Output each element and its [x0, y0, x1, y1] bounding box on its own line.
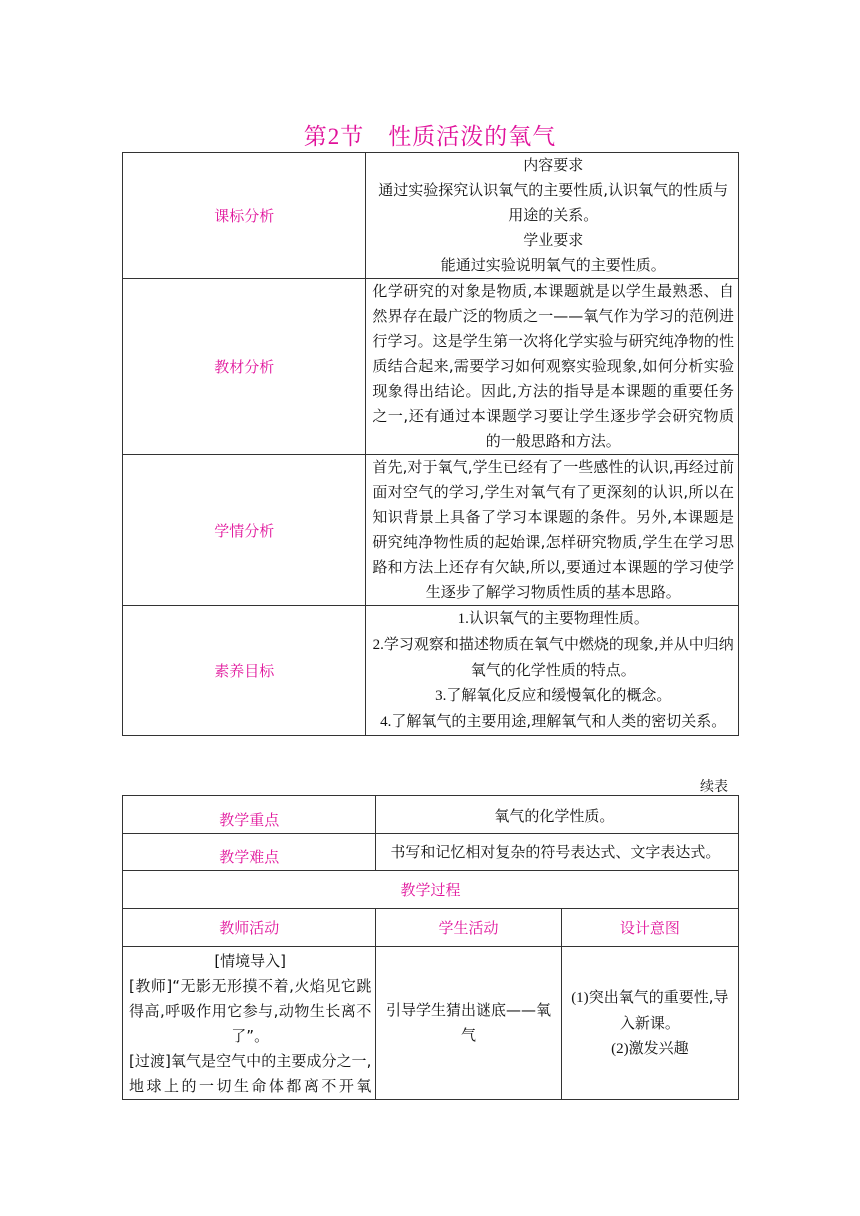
intent-item: (1)突出氧气的重要性,导入新课。 [571, 987, 729, 1032]
intent-item: (2)激发兴趣 [611, 1038, 689, 1057]
difficulty-value: 书写和记忆相对复杂的符号表达式、文字表达式。 [376, 834, 739, 871]
table-row [123, 834, 739, 871]
table-row [123, 947, 739, 1100]
analysis-table [122, 152, 739, 736]
goal-item: 2.学习观察和描述物质在氧气中燃烧的现象,并从中归纳氧气的化学性质的特点。 [372, 635, 734, 679]
table-row [123, 279, 739, 455]
key-point-value: 氧气的化学性质。 [376, 796, 739, 834]
design-intent-cell [561, 947, 738, 1100]
table-row [123, 796, 739, 834]
row-label: 教材分析 [123, 279, 366, 455]
table-row [123, 153, 739, 279]
column-header: 设计意图 [561, 909, 738, 947]
goal-item: 4.了解氧气的主要用途,理解氧气和人类的密切关系。 [380, 712, 727, 730]
learner-analysis-cell: 首先,对于氧气,学生已经有了一些感性的认识,再经过前面对空气的学习,学生对氧气有了更深刻的认识,所以在知识背景上具备了学习本课题的条件。另外,本课题是研究纯净物性质的起始课,怎样研究物质,学生在学习思路和方法上还存有欠缺,所以,要通过本课题的学习使学生逐步了解学习物质性质的基本思路。 [366, 455, 739, 606]
teaching-table [122, 795, 739, 1100]
goal-item: 1.认识氧气的主要物理性质。 [457, 609, 649, 627]
continued-label: 续表 [700, 780, 728, 795]
column-header: 学生活动 [376, 909, 561, 947]
row-label: 素养目标 [123, 606, 366, 736]
row-label: 学情分析 [123, 455, 366, 606]
teacher-activity-cell: [情境导入] [教师]“无影无形摸不着,火焰见它跳得高,呼吸作用它参与,动物生长离不了”。 [过渡]氧气是空气中的主要成分之一,地球上的一切生命体都离不开氧 [123, 947, 376, 1100]
student-activity-cell: 引导学生猜出谜底——氧气 [376, 947, 561, 1100]
curriculum-standard-cell: 内容要求 通过实验探究认识氧气的主要性质,认识氧气的性质与用途的关系。 学业要求 能通过实验说明氧气的主要性质。 [366, 153, 739, 279]
page-title: 第2节 性质活泼的氧气 [303, 124, 557, 150]
column-header: 教师活动 [123, 909, 376, 947]
difficulty-label: 教学难点 [123, 834, 376, 871]
key-point-label: 教学重点 [123, 796, 376, 834]
row-label: 课标分析 [123, 153, 366, 279]
textbook-analysis-cell: 化学研究的对象是物质,本课题就是以学生最熟悉、自然界存在最广泛的物质之一——氧气作为学习的范例进行学习。这是学生第一次将化学实验与研究纯净物的性质结合起来,需要学习如何观察实验现象,如何分析实验现象得出结论。因此,方法的指导是本课题的重要任务之一,还有通过本课题学习要让学生逐步学会研究物质的一般思路和方法。 [366, 279, 739, 455]
process-label: 教学过程 [123, 871, 739, 909]
table-row [123, 606, 739, 736]
table-row [123, 909, 739, 947]
table-row [123, 455, 739, 606]
table-row [123, 871, 739, 909]
goal-item: 3.了解氧化反应和缓慢氧化的概念。 [435, 686, 672, 704]
literacy-goals-cell [366, 606, 739, 736]
